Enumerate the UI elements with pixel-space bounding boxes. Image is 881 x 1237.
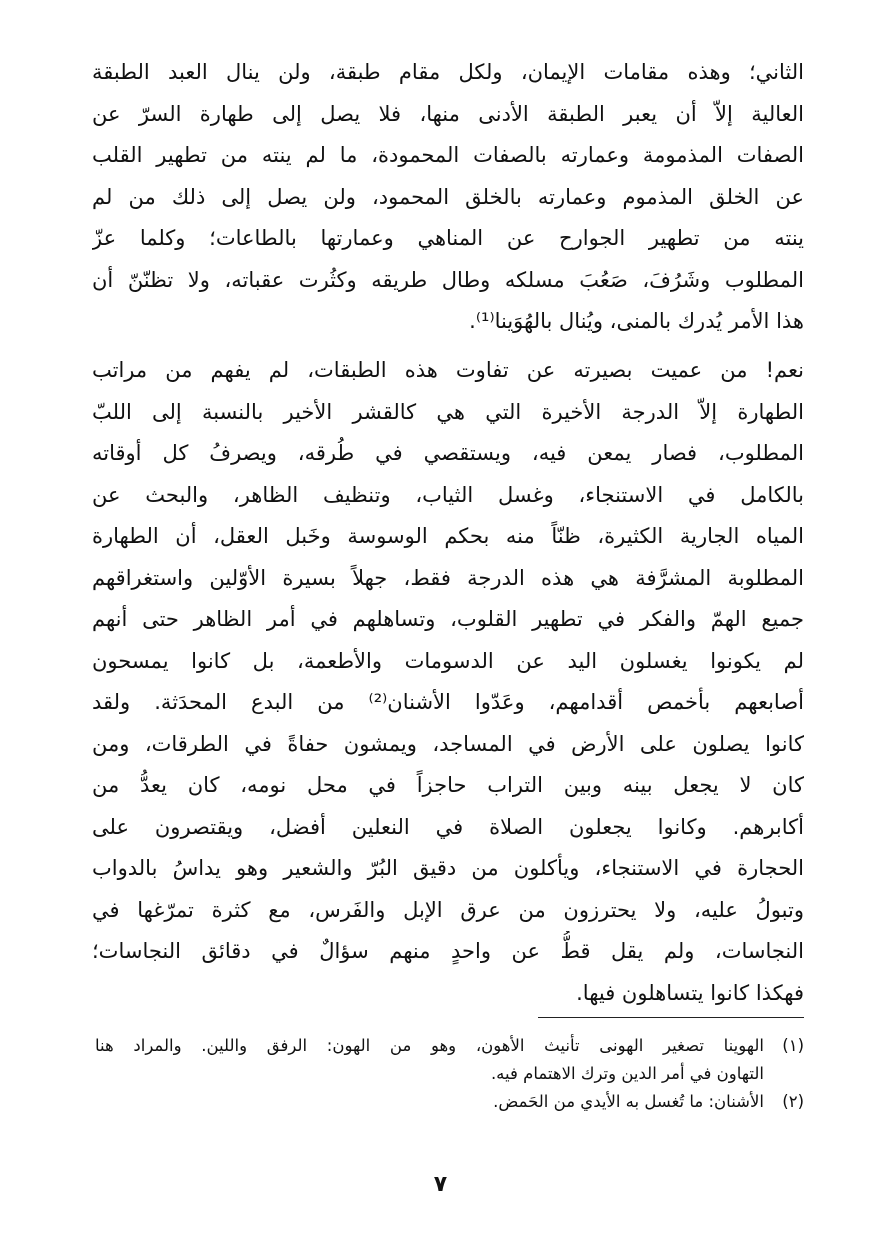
paragraph-1: [92, 52, 804, 343]
footnote-1: [95, 1032, 804, 1060]
text-line: فهكذا كانوا يتساهلون فيها.: [576, 980, 804, 1005]
footnote-text: الأشنان: ما تُغسل به الأيدي من الحَمض.: [493, 1092, 764, 1111]
text-line: لم يكونوا يغسلون اليد عن الدسومات والأطعمة، بل كانوا يمسحون: [92, 648, 804, 673]
text-line: بالكامل في الاستنجاء، وغسل الثياب، وتنظيف الظاهر، والبحث عن: [92, 482, 804, 507]
text-line: أصابعهم بأخمص أقدامهم، وعَدّوا الأشنان⁽²⁾ من البدع المحدَثة. ولقد: [92, 690, 804, 714]
footnote-2: [95, 1088, 804, 1116]
text-line: وتبولُ عليه، ولا يحترزون من عرق الإبل والفَرس، مع كثرة تمرّغها في: [92, 897, 804, 922]
text-line: الحجارة في الاستنجاء، ويأكلون من دقيق البُرّ والشعير وهو يداسُ بالدواب: [92, 856, 804, 880]
text-line: جميع الهمّ والفكر في تطهير القلوب، وتساهلهم في أمر الظاهر حتى أنهم: [92, 607, 804, 631]
text-line: المياه الجارية الكثيرة، ظنّاً منه بحكم الوسوسة وخَبل العقل، أن الطهارة: [92, 524, 804, 548]
text-line: النجاسات، ولم يقل قطُّ عن واحدٍ منهم سؤالٌ في دقائق النجاسات؛: [92, 939, 804, 963]
footnote-1-continued: التهاون في أمر الدين وترك الاهتمام فيه.: [490, 1064, 764, 1083]
page-number: ٧: [433, 1172, 448, 1197]
text-line: ينته من تطهير الجوارح عن المناهي وعمارتها بالطاعات؛ وكلما عزّ: [92, 226, 804, 250]
text-line: هذا الأمر يُدرك بالمنى، ويُنال بالهُوَينا⁽¹⁾.: [469, 309, 804, 333]
text-line: أكابرهم. وكانوا يجعلون الصلاة في النعلين أفضل، ويقتصرون على: [92, 814, 804, 839]
paragraph-2: [92, 350, 804, 1014]
text-line: المطلوب وشَرُفَ، صَعُبَ مسلكه وطال طريقه وكثُرت عقباته، ولا تظنّنّ أن: [92, 267, 804, 292]
text-line: الصفات المذمومة وعمارته بالصفات المحمودة، ما لم ينته من تطهير القلب: [92, 143, 804, 167]
text-line: نعم! من عميت بصيرته عن تفاوت هذه الطبقات، لم يفهم من مراتب: [92, 358, 804, 382]
text-line: المطلوبة المشرَّفة هي هذه الدرجة فقط، جهلاً بسيرة الأوّلين واستغراقهم: [92, 565, 804, 590]
text-line: العالية إلاّ أن يعبر الطبقة الأدنى منها، فلا يصل إلى طهارة السرّ عن: [92, 101, 804, 126]
footnote-number: (١): [782, 1036, 804, 1055]
text-line: عن الخلق المذموم وعمارته بالخلق المحمود، ولن يصل إلى ذلك من لم: [92, 184, 804, 209]
text-line: الثاني؛ وهذه مقامات الإيمان، ولكل مقام طبقة، ولن ينال العبد الطبقة: [92, 60, 804, 84]
footnotes: [95, 1032, 804, 1116]
footnote-divider: [538, 1017, 804, 1018]
text-line: المطلوب، فصار يمعن فيه، ويستقصي في طُرقه، ويصرفُ كل أوقاته: [92, 441, 804, 465]
text-line: كان لا يجعل بينه وبين التراب حاجزاً في محل نومه، كان يعدُّ من: [92, 773, 804, 797]
footnote-number: (٢): [782, 1092, 804, 1111]
text-line: الطهارة إلاّ الدرجة الأخيرة التي هي كالقشر الأخير بالنسبة إلى اللبّ: [92, 399, 804, 424]
text-line: كانوا يصلون على الأرض في المساجد، ويمشون حفاةً في الطرقات، ومن: [92, 731, 804, 756]
footnote-text: الهوينا تصغير الهونى تأنيث الأهون، وهو من الهون: الرفق واللين. والمراد هنا: [95, 1036, 764, 1055]
